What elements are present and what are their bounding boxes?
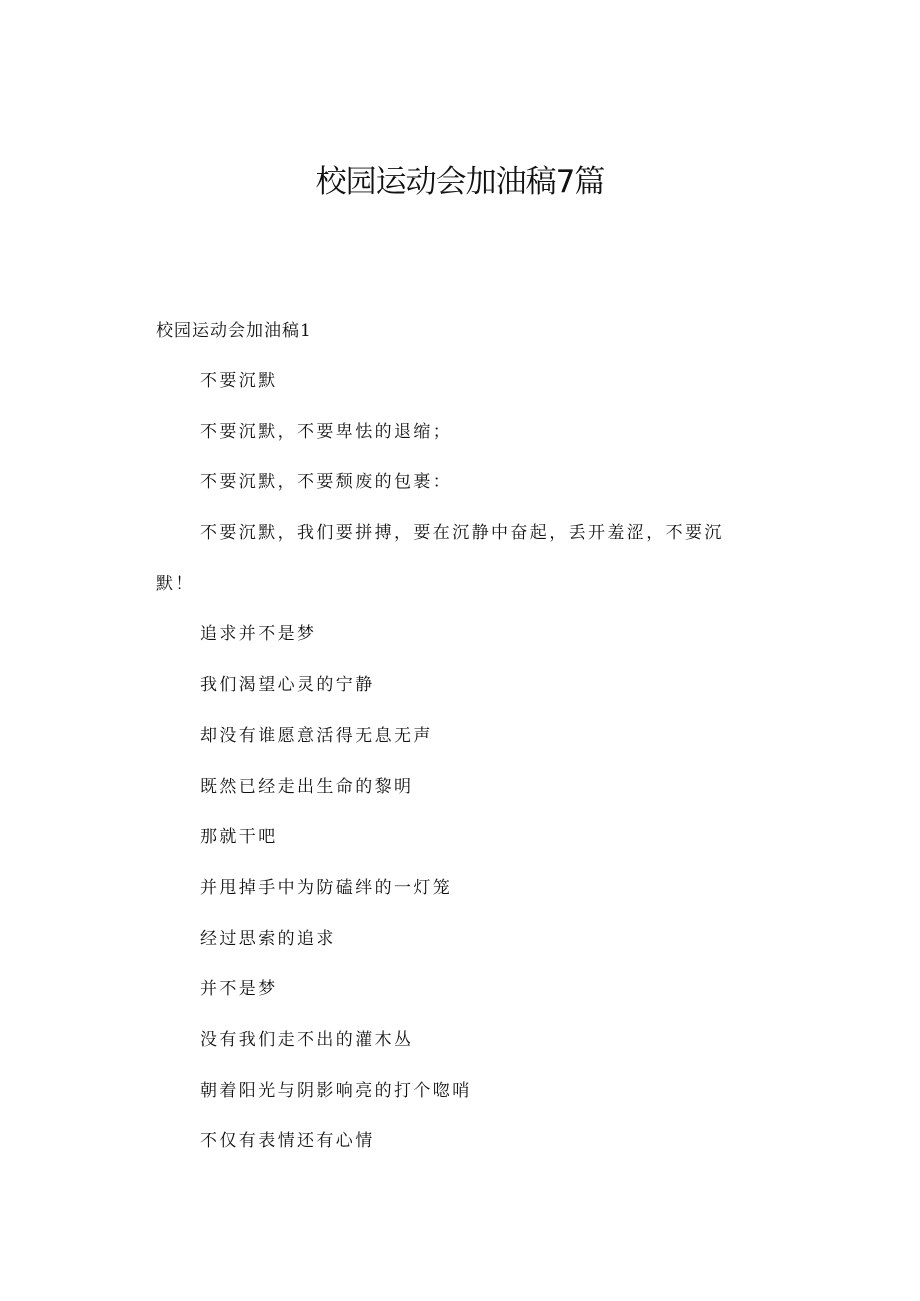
body-line: 并甩掉手中为防磕绊的一灯笼	[200, 877, 453, 898]
body-line: 我们渴望心灵的宁静	[200, 675, 375, 696]
body-line: 经过思索的追求	[200, 928, 336, 949]
body-line: 不要沉默	[200, 371, 278, 391]
body-line: 不仅有表情还有心情	[200, 1131, 375, 1152]
body-line: 不要沉默，我们要拼搏，要在沉静中奋起，丢开羞涩，不要沉	[200, 523, 724, 544]
body-line: 默！	[156, 573, 195, 594]
poem-body	[156, 368, 756, 1179]
body-line: 那就干吧	[200, 827, 278, 848]
body-line: 不要沉默，不要卑怯的退缩；	[200, 421, 453, 442]
body-line: 并不是梦	[200, 979, 278, 1000]
body-line: 不要沉默，不要颓废的包裹：	[200, 472, 453, 493]
body-line: 追求并不是梦	[200, 624, 317, 645]
body-line: 朝着阳光与阴影响亮的打个唿哨	[200, 1080, 472, 1101]
document-title: 校园运动会加油稿7篇	[315, 164, 605, 200]
section-heading: 校园运动会加油稿1	[156, 321, 312, 341]
body-line: 既然已经走出生命的黎明	[200, 776, 414, 797]
body-line: 却没有谁愿意活得无息无声	[200, 725, 433, 746]
body-line: 没有我们走不出的灌木丛	[200, 1029, 414, 1050]
